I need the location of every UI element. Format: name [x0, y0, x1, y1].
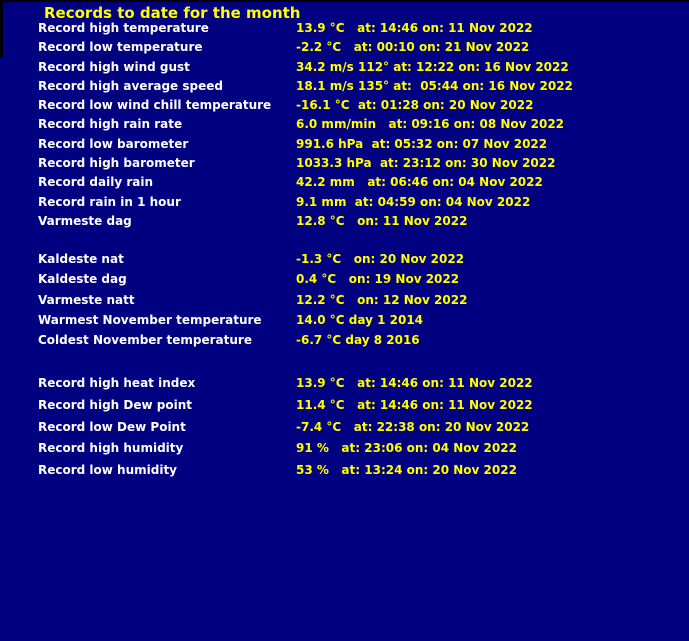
record-value: 1033.3 hPa at: 23:12 on: 30 Nov 2022 — [296, 156, 556, 171]
record-label: Varmeste dag — [38, 213, 132, 228]
record-row-low-dew-point — [0, 420, 689, 442]
record-label: Record rain in 1 hour — [38, 194, 181, 209]
record-value: 6.0 mm/min at: 09:16 on: 08 Nov 2022 — [296, 117, 565, 132]
record-row-high-humidity — [0, 441, 689, 463]
record-value: 12.2 °C on: 12 Nov 2022 — [296, 292, 468, 307]
record-label: Record high temperature — [38, 21, 209, 35]
record-row-daily-rain — [0, 175, 689, 194]
record-label: Record low temperature — [38, 40, 203, 55]
record-row-high-heat-index — [0, 376, 689, 398]
section-gap — [0, 233, 689, 252]
record-label: Record high humidity — [38, 441, 184, 456]
record-row-coldest-november — [0, 333, 689, 353]
record-value: 91 % at: 23:06 on: 04 Nov 2022 — [296, 441, 517, 456]
record-label: Coldest November temperature — [38, 333, 252, 348]
record-row-low-temperature — [0, 40, 689, 59]
record-row-low-humidity — [0, 463, 689, 485]
record-label: Varmeste natt — [38, 292, 135, 307]
record-row-high-wind-gust — [0, 60, 689, 79]
record-label: Kaldeste nat — [38, 252, 124, 267]
record-value: 18.1 m/s 135° at: 05:44 on: 16 Nov 2022 — [296, 78, 573, 93]
record-value: -7.4 °C at: 22:38 on: 20 Nov 2022 — [296, 419, 530, 434]
record-row-varmeste-dag — [0, 214, 689, 233]
record-value: -6.7 °C day 8 2016 — [296, 333, 420, 348]
record-value: 12.8 °C on: 11 Nov 2022 — [296, 213, 468, 228]
record-row-high-temperature — [0, 21, 689, 40]
record-row-warmest-november — [0, 313, 689, 333]
record-label: Record high average speed — [38, 78, 223, 93]
record-value: -2.2 °C at: 00:10 on: 21 Nov 2022 — [296, 40, 530, 55]
record-value: 14.0 °C day 1 2014 — [296, 312, 424, 327]
record-row-high-rain-rate — [0, 117, 689, 136]
record-row-high-average-speed — [0, 79, 689, 98]
record-label: Kaldeste dag — [38, 272, 127, 287]
record-label: Record low humidity — [38, 462, 178, 477]
record-value: 13.9 °C at: 14:46 on: 11 Nov 2022 — [296, 21, 533, 35]
records-list — [0, 21, 689, 485]
record-value: 53 % at: 13:24 on: 20 Nov 2022 — [296, 462, 517, 477]
record-label: Record high Dew point — [38, 397, 192, 412]
page-title: Records to date for the month — [44, 4, 301, 22]
record-row-high-dew-point — [0, 398, 689, 420]
section-day-night-records — [0, 252, 689, 353]
record-label: Record low Dew Point — [38, 419, 186, 434]
record-row-high-barometer — [0, 156, 689, 175]
window-top-edge — [0, 0, 689, 2]
record-label: Record low wind chill temperature — [38, 98, 272, 113]
record-row-varmeste-natt — [0, 293, 689, 313]
record-row-low-wind-chill — [0, 98, 689, 117]
record-row-kaldeste-nat — [0, 252, 689, 272]
record-label: Record high heat index — [38, 376, 196, 391]
section-humidity-dewpoint-records — [0, 376, 689, 484]
record-label: Record high rain rate — [38, 117, 183, 132]
record-row-rain-in-1-hour — [0, 195, 689, 214]
record-label: Record low barometer — [38, 136, 189, 151]
record-value: 34.2 m/s 112° at: 12:22 on: 16 Nov 2022 — [296, 59, 569, 74]
record-value: 9.1 mm at: 04:59 on: 04 Nov 2022 — [296, 194, 531, 209]
section-gap — [0, 353, 689, 376]
record-value: -1.3 °C on: 20 Nov 2022 — [296, 252, 465, 267]
record-value: 13.9 °C at: 14:46 on: 11 Nov 2022 — [296, 376, 533, 391]
record-row-low-barometer — [0, 137, 689, 156]
record-value: 42.2 mm at: 06:46 on: 04 Nov 2022 — [296, 175, 543, 190]
record-label: Record high barometer — [38, 156, 195, 171]
record-value: 991.6 hPa at: 05:32 on: 07 Nov 2022 — [296, 136, 548, 151]
record-label: Record high wind gust — [38, 59, 190, 74]
record-value: -16.1 °C at: 01:28 on: 20 Nov 2022 — [296, 98, 534, 113]
section-general-records — [0, 21, 689, 233]
record-label: Record daily rain — [38, 175, 154, 190]
record-label: Warmest November temperature — [38, 312, 262, 327]
record-value: 11.4 °C at: 14:46 on: 11 Nov 2022 — [296, 397, 533, 412]
record-value: 0.4 °C on: 19 Nov 2022 — [296, 272, 460, 287]
record-row-kaldeste-dag — [0, 272, 689, 292]
